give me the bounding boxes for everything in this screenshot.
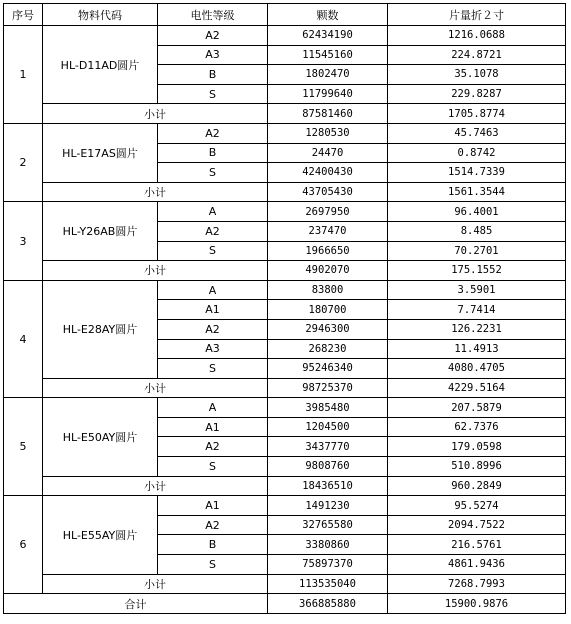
- qty-cell: 179.0598: [388, 437, 566, 457]
- qty-cell: 62.7376: [388, 417, 566, 437]
- qty-cell: 8.485: [388, 221, 566, 241]
- header-no: 序号: [4, 4, 43, 26]
- count-cell: 3437770: [268, 437, 388, 457]
- qty-cell: 35.1078: [388, 65, 566, 85]
- total-row: [4, 594, 566, 614]
- count-cell: 2697950: [268, 202, 388, 222]
- subtotal-label: 小计: [43, 261, 268, 281]
- subtotal-row: [4, 261, 566, 281]
- qty-cell: 70.2701: [388, 241, 566, 261]
- header-row: [4, 4, 566, 26]
- header-grade: 电性等级: [158, 4, 268, 26]
- count-cell: 62434190: [268, 26, 388, 46]
- subtotal-row: [4, 182, 566, 202]
- count-cell: 32765580: [268, 515, 388, 535]
- material-code-cell: HL-E50AY圆片: [43, 398, 158, 476]
- subtotal-qty: 7268.7993: [388, 574, 566, 594]
- count-cell: 1491230: [268, 496, 388, 516]
- subtotal-label: 小计: [43, 378, 268, 398]
- count-cell: 24470: [268, 143, 388, 163]
- grade-cell: S: [158, 359, 268, 379]
- table-row: [4, 123, 566, 143]
- count-cell: 1204500: [268, 417, 388, 437]
- qty-cell: 0.8742: [388, 143, 566, 163]
- count-cell: 3380860: [268, 535, 388, 555]
- group-no-cell: 3: [4, 202, 43, 280]
- grade-cell: B: [158, 535, 268, 555]
- qty-cell: 96.4001: [388, 202, 566, 222]
- total-qty: 15900.9876: [388, 594, 566, 614]
- group-no-cell: 1: [4, 26, 43, 124]
- subtotal-row: [4, 476, 566, 496]
- subtotal-label: 小计: [43, 476, 268, 496]
- grade-cell: S: [158, 84, 268, 104]
- grade-cell: A3: [158, 45, 268, 65]
- grade-cell: A2: [158, 515, 268, 535]
- count-cell: 95246340: [268, 359, 388, 379]
- grade-cell: A2: [158, 123, 268, 143]
- header-code: 物料代码: [43, 4, 158, 26]
- count-cell: 11545160: [268, 45, 388, 65]
- subtotal-row: [4, 104, 566, 124]
- count-cell: 1280530: [268, 123, 388, 143]
- subtotal-label: 小计: [43, 182, 268, 202]
- qty-cell: 216.5761: [388, 535, 566, 555]
- group-no-cell: 5: [4, 398, 43, 496]
- qty-cell: 1514.7339: [388, 163, 566, 183]
- count-cell: 9808760: [268, 457, 388, 477]
- count-cell: 75897370: [268, 555, 388, 575]
- table-row: [4, 398, 566, 418]
- table-row: [4, 496, 566, 516]
- count-cell: 1802470: [268, 65, 388, 85]
- grade-cell: A2: [158, 26, 268, 46]
- count-cell: 83800: [268, 280, 388, 300]
- grade-cell: A1: [158, 417, 268, 437]
- inventory-table: [3, 3, 566, 614]
- count-cell: 11799640: [268, 84, 388, 104]
- subtotal-qty: 1561.3544: [388, 182, 566, 202]
- group-no-cell: 6: [4, 496, 43, 594]
- total-label: 合计: [4, 594, 268, 614]
- qty-cell: 7.7414: [388, 300, 566, 320]
- material-code-cell: HL-E17AS圆片: [43, 123, 158, 182]
- grade-cell: A: [158, 202, 268, 222]
- material-code-cell: HL-E28AY圆片: [43, 280, 158, 378]
- qty-cell: 224.8721: [388, 45, 566, 65]
- grade-cell: A: [158, 280, 268, 300]
- subtotal-qty: 1705.8774: [388, 104, 566, 124]
- subtotal-count: 43705430: [268, 182, 388, 202]
- qty-cell: 4080.4705: [388, 359, 566, 379]
- grade-cell: S: [158, 555, 268, 575]
- table-row: [4, 202, 566, 222]
- count-cell: 180700: [268, 300, 388, 320]
- subtotal-qty: 4229.5164: [388, 378, 566, 398]
- subtotal-qty: 175.1552: [388, 261, 566, 281]
- grade-cell: A1: [158, 496, 268, 516]
- table-body: [4, 4, 566, 614]
- subtotal-count: 113535040: [268, 574, 388, 594]
- qty-cell: 229.8287: [388, 84, 566, 104]
- subtotal-count: 18436510: [268, 476, 388, 496]
- material-code-cell: HL-E55AY圆片: [43, 496, 158, 574]
- grade-cell: S: [158, 163, 268, 183]
- count-cell: 3985480: [268, 398, 388, 418]
- qty-cell: 4861.9436: [388, 555, 566, 575]
- total-count: 366885880: [268, 594, 388, 614]
- count-cell: 1966650: [268, 241, 388, 261]
- subtotal-row: [4, 378, 566, 398]
- grade-cell: S: [158, 241, 268, 261]
- subtotal-count: 98725370: [268, 378, 388, 398]
- grade-cell: B: [158, 143, 268, 163]
- grade-cell: A2: [158, 319, 268, 339]
- count-cell: 2946300: [268, 319, 388, 339]
- table-row: [4, 26, 566, 46]
- qty-cell: 2094.7522: [388, 515, 566, 535]
- subtotal-count: 87581460: [268, 104, 388, 124]
- qty-cell: 1216.0688: [388, 26, 566, 46]
- count-cell: 268230: [268, 339, 388, 359]
- grade-cell: A2: [158, 221, 268, 241]
- group-no-cell: 2: [4, 123, 43, 201]
- table-row: [4, 280, 566, 300]
- qty-cell: 510.8996: [388, 457, 566, 477]
- grade-cell: A: [158, 398, 268, 418]
- qty-cell: 45.7463: [388, 123, 566, 143]
- qty-cell: 3.5901: [388, 280, 566, 300]
- subtotal-count: 4902070: [268, 261, 388, 281]
- material-code-cell: HL-D11AD圆片: [43, 26, 158, 104]
- subtotal-label: 小计: [43, 574, 268, 594]
- header-qty: 片量折２寸: [388, 4, 566, 26]
- count-cell: 42400430: [268, 163, 388, 183]
- subtotal-qty: 960.2849: [388, 476, 566, 496]
- grade-cell: A3: [158, 339, 268, 359]
- count-cell: 237470: [268, 221, 388, 241]
- material-code-cell: HL-Y26AB圆片: [43, 202, 158, 261]
- grade-cell: B: [158, 65, 268, 85]
- grade-cell: A2: [158, 437, 268, 457]
- grade-cell: A1: [158, 300, 268, 320]
- qty-cell: 11.4913: [388, 339, 566, 359]
- group-no-cell: 4: [4, 280, 43, 398]
- subtotal-label: 小计: [43, 104, 268, 124]
- qty-cell: 95.5274: [388, 496, 566, 516]
- qty-cell: 126.2231: [388, 319, 566, 339]
- header-count: 颗数: [268, 4, 388, 26]
- subtotal-row: [4, 574, 566, 594]
- qty-cell: 207.5879: [388, 398, 566, 418]
- grade-cell: S: [158, 457, 268, 477]
